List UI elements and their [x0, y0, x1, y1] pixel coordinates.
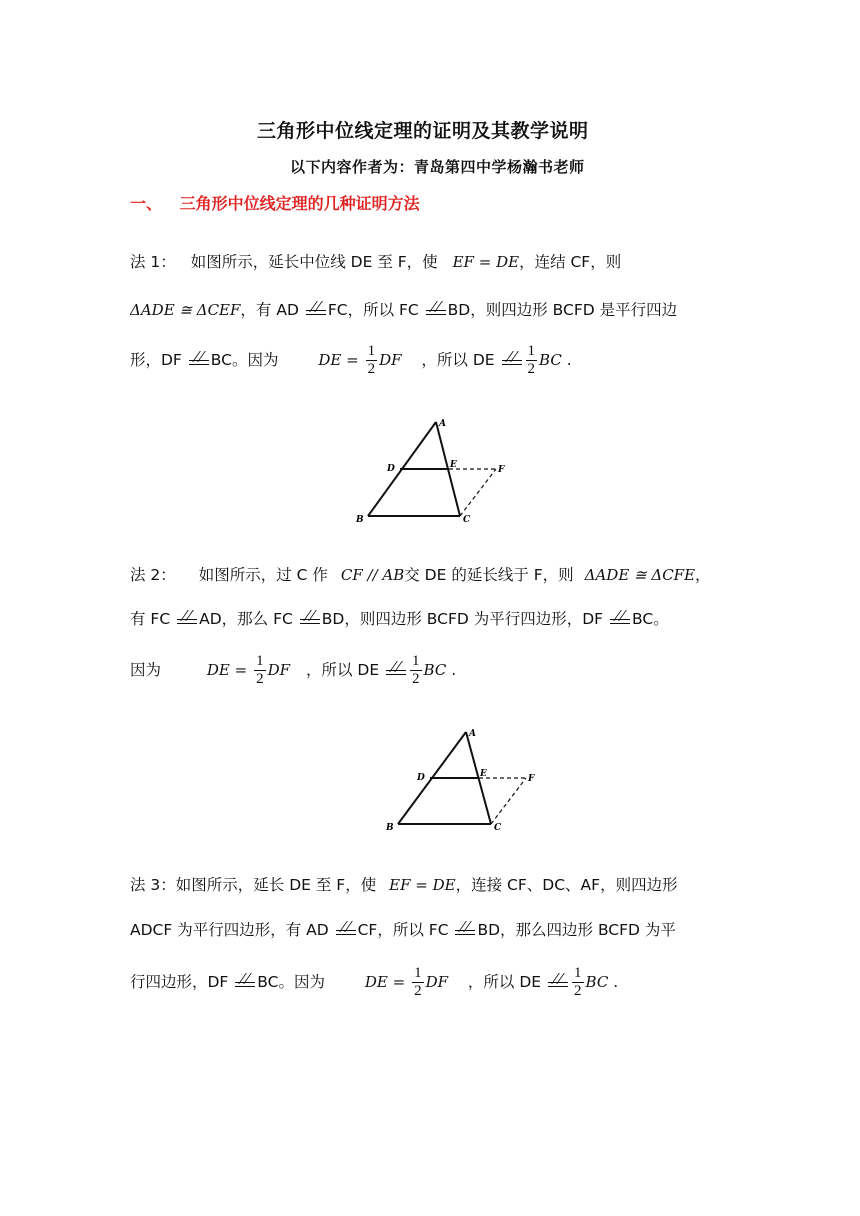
label-f: F — [498, 465, 505, 475]
equal-parallel-icon — [454, 921, 476, 937]
section-heading — [130, 191, 420, 214]
formula-ef-eq-de: EF = DE — [389, 876, 456, 894]
triangle-diagram-1 — [350, 414, 520, 526]
method2-line3: 因为 DE = $\frac{1}{2}$ DF ，所以 DE $\frac{1}{2}$ BC . — [130, 653, 457, 687]
method2-line1: 法 2： 如图所示，过 C 作 CF // AB交 DE 的延长线于 F，则 ΔADE ≅ ΔCFE， — [130, 566, 711, 584]
fraction-half: $\frac{1}{2}$ — [256, 653, 264, 687]
fraction-half: $\frac{1}{2}$ — [367, 343, 376, 377]
fraction-half: $\frac{1}{2}$ — [574, 965, 582, 999]
method2-line2: 有 FC AD，那么 FC BD，则四边形 BCFD 为平行四边形，DF BC。 — [130, 610, 669, 628]
triangle-diagram-2 — [380, 724, 550, 836]
equal-parallel-icon — [305, 301, 327, 317]
label-e: E — [450, 460, 457, 470]
fraction-half: $\frac{1}{2}$ — [414, 965, 422, 999]
method3-line1: 法 3：如图所示，延长 DE 至 F，使 EF = DE，连接 CF、DC、AF，则四边形 — [130, 876, 678, 894]
label-c: C — [494, 823, 502, 833]
label-d: D — [417, 773, 425, 783]
fraction-half: $\frac{1}{2}$ — [527, 343, 536, 377]
method1-line2: ΔADE ≅ ΔCEF，有 AD FC，所以 FC BD，则四边形 BCFD 是平行四边 — [130, 301, 678, 319]
equal-parallel-icon — [609, 610, 631, 626]
section-title: 三角形中位线定理的几种证明方法 — [179, 194, 420, 213]
equal-parallel-icon — [425, 301, 447, 317]
formula-cf-parallel-ab: CF // AB — [340, 566, 405, 584]
label-e: E — [480, 769, 487, 779]
method1-line3: 形，DF BC。因为 DE = $\frac{1}{2}$ DF ，所以 DE $\frac{1}{2}$ BC . — [130, 343, 572, 377]
equal-parallel-icon — [188, 351, 210, 367]
label-a: A — [469, 729, 476, 739]
label-a: A — [439, 419, 446, 429]
label-c: C — [463, 515, 471, 525]
label-f: F — [528, 774, 535, 784]
equal-parallel-icon — [547, 973, 569, 989]
formula-congruent: ΔADE ≅ ΔCFE — [584, 566, 696, 584]
label-d: D — [387, 464, 395, 474]
method3-line3: 行四边形，DF BC。因为 DE = $\frac{1}{2}$ DF ，所以 DE $\frac{1}{2}$ BC . — [130, 965, 619, 999]
equal-parallel-icon — [501, 351, 523, 367]
equal-parallel-icon — [299, 610, 321, 626]
equal-parallel-icon — [335, 921, 357, 937]
equal-parallel-icon — [176, 610, 198, 626]
formula-ef-eq-de: EF = DE — [452, 253, 520, 271]
page-title: 三角形中位线定理的证明及其教学说明 — [257, 120, 589, 142]
label-b: B — [386, 823, 394, 833]
author-line: 以下内容作者为：青岛第四中学杨瀚书老师 — [290, 158, 585, 176]
method3-line2: ADCF 为平行四边形，有 AD CF，所以 FC BD，那么四边形 BCFD 为平 — [130, 921, 676, 939]
section-number: 一、 — [130, 194, 163, 213]
equal-parallel-icon — [234, 973, 256, 989]
method1-line1: 法 1： 如图所示，延长中位线 DE 至 F，使 EF = DE，连结 CF，则 — [130, 253, 622, 271]
formula-congruent: ΔADE ≅ ΔCEF — [130, 301, 241, 319]
equal-parallel-icon — [385, 661, 407, 677]
label-b: B — [356, 515, 364, 525]
fraction-half: $\frac{1}{2}$ — [412, 653, 420, 687]
